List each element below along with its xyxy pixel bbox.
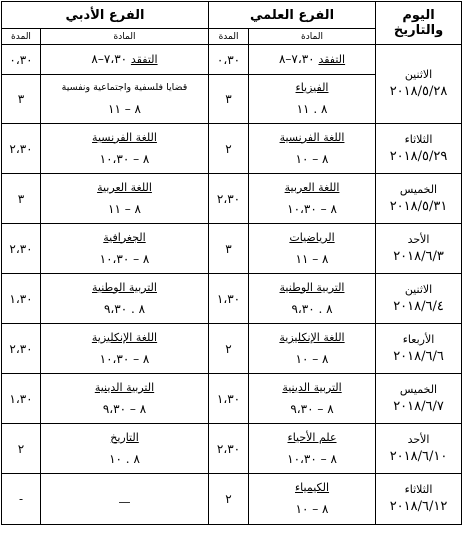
lit-subject-name: اللغة العربية	[97, 180, 152, 194]
lit-subject-time: ٨ – ١٠،٣٠	[99, 351, 150, 366]
lit-subject-cell	[41, 424, 209, 474]
scientific-branch-header: الفرع العلمي	[209, 2, 376, 29]
lit-subject-cell	[41, 75, 209, 124]
day-name: الثلاثاء	[404, 132, 433, 146]
sci-subject-cell	[249, 124, 376, 174]
lit-duration-cell: ٢،٣٠	[2, 324, 41, 374]
day-date: ٢٠١٨/٦/٧	[393, 398, 444, 414]
sci-subject-time: ٨ – ١٠	[295, 151, 329, 166]
sci-duration-cell: ١،٣٠	[209, 274, 249, 324]
day-date: ٢٠١٨/٦/١٢	[389, 499, 448, 514]
lit-duration-cell: -	[2, 474, 41, 525]
day-cell	[376, 324, 462, 374]
sci-subject-time: ٨ . ١١	[296, 102, 328, 116]
day-cell	[376, 274, 462, 324]
sci-subject-cell	[249, 75, 376, 124]
day-date: ٢٠١٨/٥/٢٩	[389, 148, 448, 164]
lit-subject-cell	[41, 274, 209, 324]
lit-duration-cell: ٢،٣٠	[2, 124, 41, 174]
sci-subject-name: التربية الدينية	[282, 380, 342, 394]
sci-subject-cell	[249, 424, 376, 474]
lit-checkin-time: ٧،٣٠–٨	[91, 52, 128, 66]
sci-subject-cell	[249, 374, 376, 424]
lit-subject-name: اللغة الفرنسية	[92, 130, 157, 144]
lit-subject-time: ٨ . ١٠	[109, 451, 140, 466]
lit-subject-cell	[41, 224, 209, 274]
sci-subject-name: الفيزياء	[295, 81, 329, 94]
sci-checkin-time: ٧،٣٠–٨	[278, 52, 315, 66]
day-name: الثلاثاء	[404, 483, 433, 496]
lit-subject-name: التربية الدينية	[94, 380, 155, 394]
table-row	[2, 324, 462, 374]
sci-duration-cell: ٣	[209, 75, 249, 124]
sci-subject-time: ٨ – ١٠،٣٠	[287, 451, 337, 466]
day-cell	[376, 224, 462, 274]
lit-subject-name: الجغرافية	[103, 230, 146, 244]
lit-subject-header: المادة	[41, 29, 209, 45]
lit-subject-time: ٨ – ١١	[108, 201, 141, 216]
lit-duration-cell: ٣	[2, 174, 41, 224]
lit-subject-cell	[41, 124, 209, 174]
lit-duration-cell: ٢	[2, 424, 41, 474]
sci-subject-name: اللغة الإنكليزية	[279, 330, 345, 344]
day-date: ٢٠١٨/٥/٣١	[389, 198, 448, 214]
lit-duration-cell: ١،٣٠	[2, 374, 41, 424]
table-row	[2, 374, 462, 424]
sci-subject-name: الرياضيات	[289, 230, 335, 244]
lit-subject-cell	[41, 374, 209, 424]
day-cell	[376, 45, 462, 124]
lit-subject-cell	[41, 174, 209, 224]
sci-duration-cell: ٠،٣٠	[209, 45, 249, 75]
lit-checkin	[41, 50, 208, 69]
day-name: الخميس	[399, 182, 438, 196]
sci-subject-time: ٨ . ٩،٣٠	[291, 301, 333, 316]
lit-duration-cell: ٢،٣٠	[2, 224, 41, 274]
day-date: ٢٠١٨/٦/١٠	[389, 448, 448, 464]
table-row	[2, 474, 462, 525]
day-date: ٢٠١٨/٦/٤	[393, 298, 444, 314]
sci-subject-time: ٨ – ٩،٣٠	[290, 401, 334, 416]
lit-subject-name: اللغة الإنكليزية	[91, 330, 158, 344]
lit-duration-header: المدة	[2, 29, 41, 45]
lit-duration-cell: ٣	[2, 75, 41, 124]
sci-subject-time: ٨ – ١٠،٣٠	[287, 201, 337, 216]
lit-subject-time: ٨ – ٩،٣٠	[102, 401, 147, 416]
lit-subject-cell	[41, 45, 209, 75]
sci-duration-cell: ٢	[209, 324, 249, 374]
lit-subject-cell	[41, 474, 209, 525]
sci-subject-time: ٨ – ١١	[295, 251, 329, 266]
day-name: الخميس	[399, 382, 438, 396]
lit-subject-name: التربية الوطنية	[92, 280, 157, 294]
sci-duration-cell: ٢	[209, 124, 249, 174]
lit-subject-time: —	[118, 494, 131, 509]
sci-subject-name: علم الأحياء	[287, 430, 337, 444]
day-cell	[376, 474, 462, 525]
table-row	[2, 274, 462, 324]
lit-duration-cell: ١،٣٠	[2, 274, 41, 324]
day-date: ٢٠١٨/٥/٢٨	[389, 84, 448, 99]
exam-schedule-table	[1, 1, 462, 525]
day-name: الاثنين	[404, 68, 433, 81]
table-row	[2, 124, 462, 174]
sci-subject-cell	[249, 45, 376, 75]
sci-checkin	[249, 50, 375, 69]
lit-checkin-label: التفقد	[130, 53, 158, 66]
sci-duration-cell: ٢	[209, 474, 249, 525]
sci-duration-cell: ٣	[209, 224, 249, 274]
sci-subject-cell	[249, 174, 376, 224]
lit-subject-time: ٨ – ١١	[108, 102, 141, 116]
day-name: الأحد	[407, 432, 430, 446]
table-row	[2, 224, 462, 274]
sci-subject-name: التربية الوطنية	[279, 280, 345, 294]
table-row	[2, 424, 462, 474]
sci-duration-header: المدة	[209, 29, 249, 45]
sci-duration-cell: ١،٣٠	[209, 374, 249, 424]
day-cell	[376, 424, 462, 474]
day-date: ٢٠١٨/٦/٣	[393, 248, 444, 264]
lit-subject-name: قضايا فلسفية واجتماعية ونفسية	[61, 82, 188, 93]
sci-checkin-label: التفقد	[318, 53, 346, 66]
day-date-header: اليوم والتاريخ	[376, 2, 462, 45]
lit-subject-name: التاريخ	[110, 430, 139, 444]
day-cell	[376, 374, 462, 424]
lit-duration-cell: ٠،٣٠	[2, 45, 41, 75]
day-name: الأربعاء	[402, 332, 435, 346]
lit-subject-time: ٨ . ٩،٣٠	[103, 301, 146, 316]
day-cell	[376, 124, 462, 174]
sci-subject-cell	[249, 474, 376, 525]
sci-subject-cell	[249, 224, 376, 274]
literary-branch-header: الفرع الأدبي	[2, 2, 209, 29]
day-date: ٢٠١٨/٦/٦	[393, 348, 444, 364]
day-name: الاثنين	[404, 282, 433, 296]
lit-subject-cell	[41, 324, 209, 374]
day-cell	[376, 174, 462, 224]
sci-subject-name: اللغة العربية	[284, 180, 340, 194]
sci-subject-cell	[249, 274, 376, 324]
table-row	[2, 174, 462, 224]
sci-subject-cell	[249, 324, 376, 374]
lit-subject-time: ٨ – ١٠،٣٠	[99, 151, 150, 166]
sci-subject-header: المادة	[249, 29, 376, 45]
sci-duration-cell: ٢،٣٠	[209, 424, 249, 474]
sci-subject-time: ٨ – ١٠	[295, 351, 329, 366]
sci-subject-name: الكيمياء	[295, 481, 330, 494]
lit-subject-time: ٨ – ١٠،٣٠	[99, 251, 150, 266]
day-name: الأحد	[407, 232, 430, 246]
sci-subject-time: ٨ – ١٠	[295, 502, 329, 516]
sci-subject-name: اللغة الفرنسية	[279, 130, 345, 144]
sci-duration-cell: ٢،٣٠	[209, 174, 249, 224]
